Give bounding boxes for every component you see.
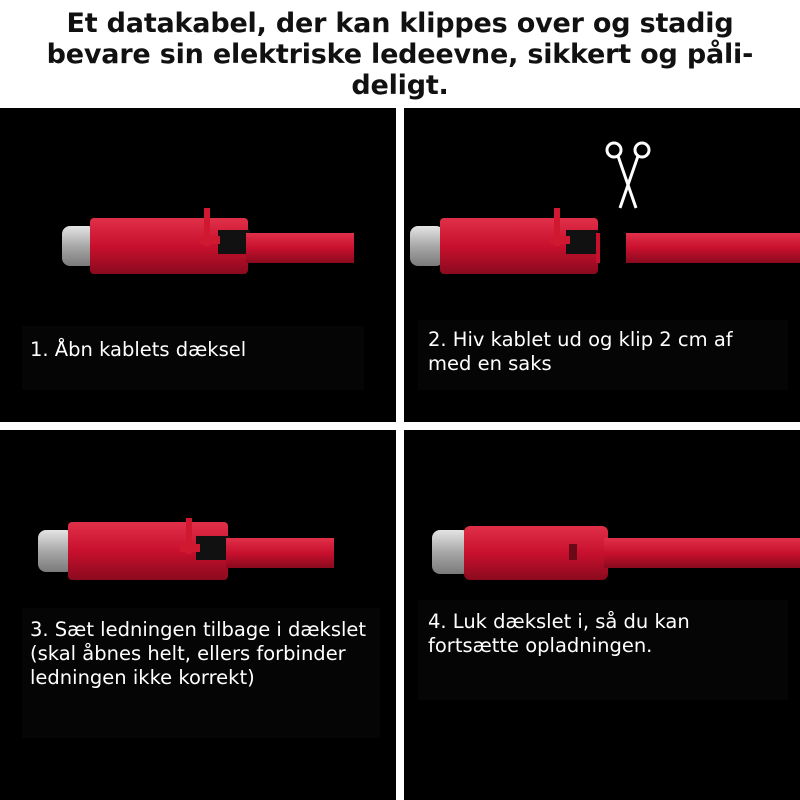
header [0, 0, 800, 108]
page-title: Et datakabel, der kan klippes over og stadig bevare sin elektriske ledeevne, sikkert og pålideligt. [46, 7, 754, 101]
step-caption: 4. Luk dækslet i, så du kan fortsætte opladningen. [418, 600, 788, 700]
step-caption: 2. Hiv kablet ud og klip 2 cm af med en saks [418, 320, 788, 390]
step-caption: 3. Sæt ledningen tilbage i dækslet (skal åbnes helt, ellers forbinder ledningen ikke korrekt) [22, 608, 380, 738]
step-panel-3 [0, 430, 396, 800]
step-caption: 1. Åbn kablets dæksel [22, 326, 364, 390]
step-panel-1 [0, 108, 396, 422]
step-panel-4 [404, 430, 800, 800]
step-panel-2 [404, 108, 800, 422]
scissors-icon [607, 143, 649, 208]
